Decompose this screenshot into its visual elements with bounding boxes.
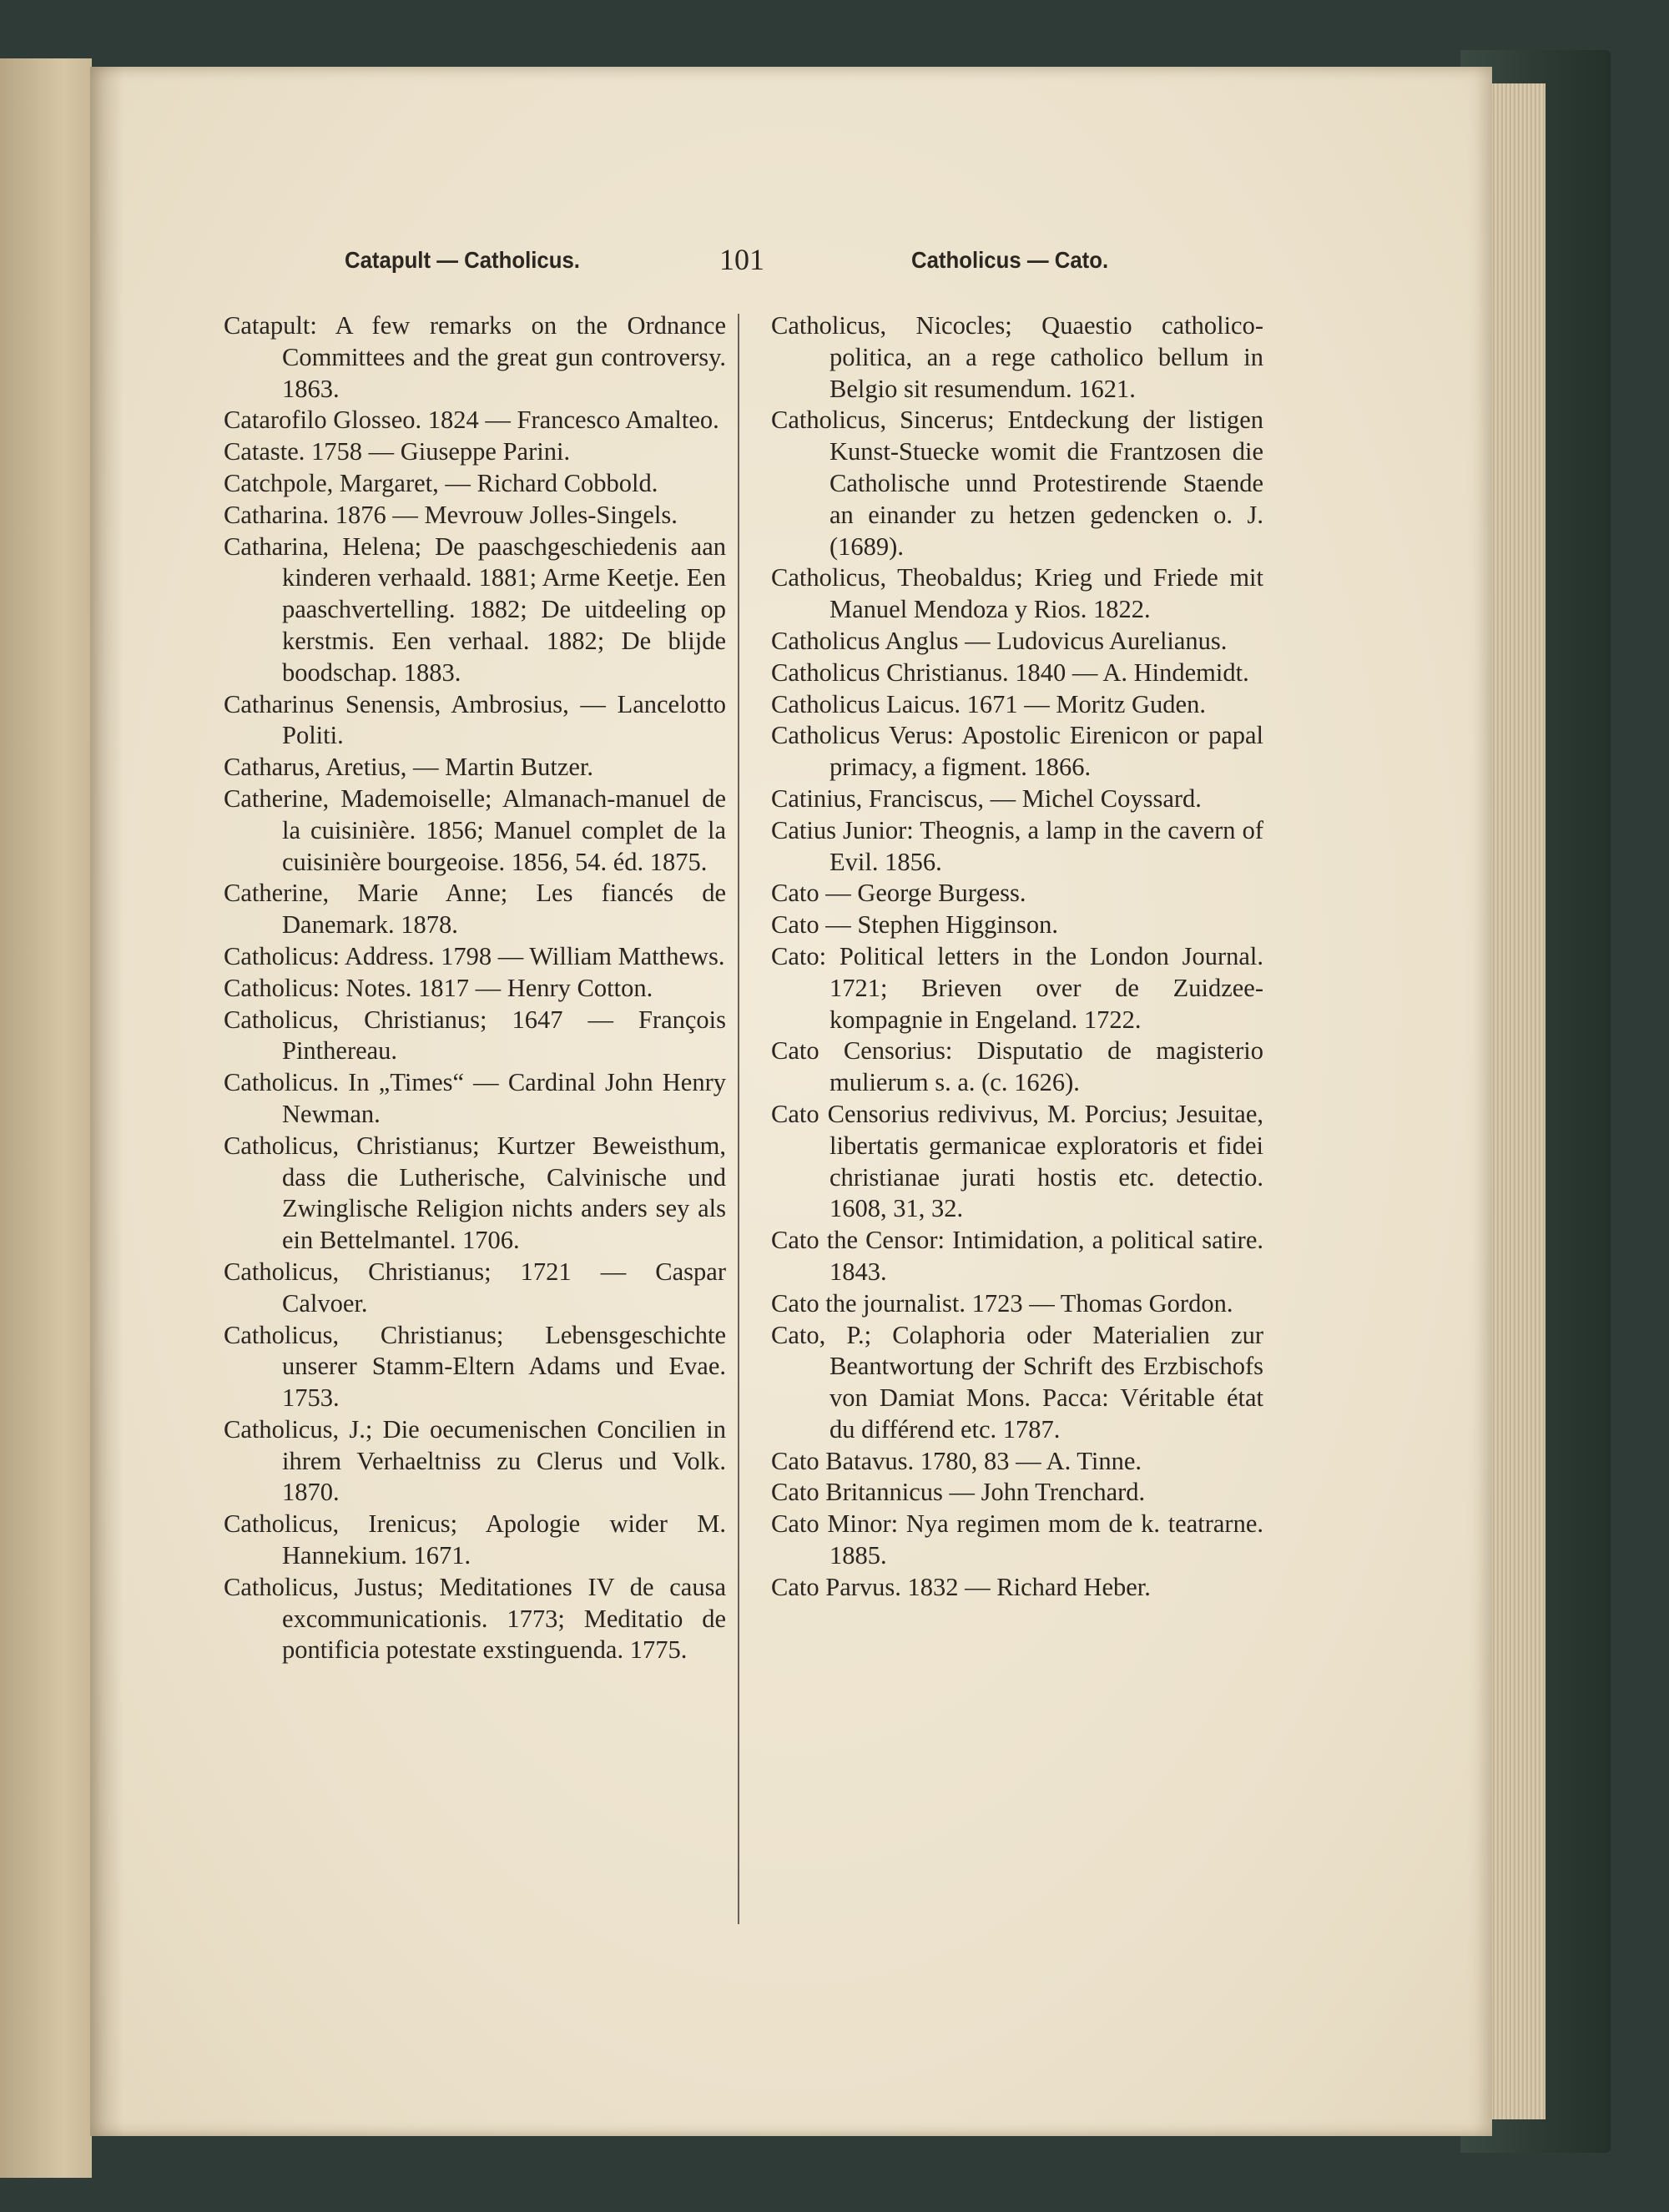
right-column bbox=[771, 310, 1263, 1604]
index-entry: Catholicus, Christianus; 1721 — Caspar Calvoer. bbox=[224, 1257, 726, 1318]
index-entry: Catinius, Franciscus, — Michel Coyssard. bbox=[771, 784, 1202, 813]
index-entry: Catholicus, Sincerus; Entdeckung der listigen Kunst-Stuecke womit die Frantzosen die Catholische unnd Protestirende Staende an einander zu hetzen gedencken o. J. (1689). bbox=[771, 406, 1263, 561]
index-entry: Catholicus. In „Times“ — Cardinal John Henry Newman. bbox=[224, 1068, 726, 1128]
index-entry: Cato, P.; Colaphoria oder Materialien zur Beantwortung der Schrift des Erzbischofs von Damiat Mons. Pacca: Véritable état du différend etc. 1787. bbox=[771, 1320, 1263, 1444]
index-entry: Catherine, Mademoiselle; Almanach-manuel de la cuisinière. 1856; Manuel complet de la cuisinière bourgeoise. 1856, 54. éd. 1875. bbox=[224, 784, 726, 876]
index-entry: Catholicus, Justus; Meditationes IV de causa excommunicationis. 1773; Meditatio de pontificia potestate exstinguenda. 1775. bbox=[224, 1572, 726, 1665]
index-entry: Catholicus, Christianus; Kurtzer Beweisthum, dass die Lutherische, Calvinische und Zwinglische Religion nichts anders sey als ein Bettelmantel. 1706. bbox=[224, 1131, 726, 1255]
index-entry: Catarofilo Glosseo. 1824 — Francesco Amalteo. bbox=[224, 406, 719, 435]
column-divider bbox=[738, 314, 739, 1924]
index-entry: Catharus, Aretius, — Martin Butzer. bbox=[224, 753, 594, 782]
running-header bbox=[0, 243, 1669, 289]
index-entry: Catholicus Laicus. 1671 — Moritz Guden. bbox=[771, 689, 1206, 718]
index-entry: Catholicus Verus: Apostolic Eirenicon or papal primacy, a figment. 1866. bbox=[771, 721, 1263, 782]
previous-page-edge bbox=[0, 58, 92, 2178]
index-entry: Cato Censorius: Disputatio de magisterio mulierum s. a. (c. 1626). bbox=[771, 1036, 1263, 1097]
index-entry: Cato the Censor: Intimidation, a political satire. 1843. bbox=[771, 1226, 1263, 1286]
index-entry: Catholicus, Theobaldus; Krieg und Friede mit Manuel Mendoza y Rios. 1822. bbox=[771, 563, 1263, 624]
index-entry: Catholicus, Irenicus; Apologie wider M. Hannekium. 1671. bbox=[224, 1509, 726, 1570]
page-number: 101 bbox=[719, 243, 764, 276]
index-entry: Cato Batavus. 1780, 83 — A. Tinne. bbox=[771, 1446, 1142, 1475]
index-entry: Cato: Political letters in the London Journal. 1721; Brieven over de Zuidzee-kompagnie in Engeland. 1722. bbox=[771, 941, 1263, 1034]
index-entry: Cato — George Burgess. bbox=[771, 879, 1026, 908]
index-entry: Catholicus: Address. 1798 — William Matthews. bbox=[224, 941, 725, 970]
index-entry: Cato the journalist. 1723 — Thomas Gordon. bbox=[771, 1288, 1233, 1318]
page-stack-edges bbox=[1487, 83, 1545, 2119]
left-column bbox=[224, 310, 726, 1666]
index-entry: Catharina, Helena; De paaschgeschiedenis aan kinderen verhaald. 1881; Arme Keetje. Een paaschvertelling. 1882; De uitdeeling op kerstmis. Een verhaal. 1882; De blijde boodschap. 1883. bbox=[224, 532, 726, 687]
index-entry: Cato Minor: Nya regimen mom de k. teatrarne. 1885. bbox=[771, 1509, 1263, 1570]
index-entry: Catholicus, Nicocles; Quaestio catholico-politica, an a rege catholico bellum in Belgio sit resumendum. 1621. bbox=[771, 311, 1263, 403]
index-entry: Cato Britannicus — John Trenchard. bbox=[771, 1478, 1146, 1507]
index-entry: Catholicus, Christianus; Lebensgeschichte unserer Stamm-Eltern Adams und Evae. 1753. bbox=[224, 1320, 726, 1413]
index-entry: Catius Junior: Theognis, a lamp in the cavern of Evil. 1856. bbox=[771, 815, 1263, 876]
gutter-shadow bbox=[90, 67, 124, 2136]
index-entry: Catharinus Senensis, Ambrosius, — Lancelotto Politi. bbox=[224, 689, 726, 750]
index-entry: Catholicus Anglus — Ludovicus Aurelianus. bbox=[771, 626, 1228, 655]
index-entry: Catholicus, Christianus; 1647 — François Pinthereau. bbox=[224, 1005, 726, 1066]
index-entry: Catherine, Marie Anne; Les fiancés de Danemark. 1878. bbox=[224, 879, 726, 940]
index-entry: Cato — Stephen Higginson. bbox=[771, 910, 1058, 940]
index-entry: Catharina. 1876 — Mevrouw Jolles-Singels. bbox=[224, 500, 678, 529]
index-entry: Catapult: A few remarks on the Ordnance Committees and the great gun controversy. 1863. bbox=[224, 311, 726, 403]
index-entry: Cato Censorius redivivus, M. Porcius; Jesuitae, libertatis germanicae exploratoris et fidei christianae jurati hostis etc. detectio. 1608, 31, 32. bbox=[771, 1099, 1263, 1223]
header-left-title: Catapult — Catholicus. bbox=[345, 247, 580, 273]
index-entry: Catholicus, J.; Die oecumenischen Concilien in ihrem Verhaeltniss zu Clerus und Volk. 1870. bbox=[224, 1414, 726, 1507]
index-entry: Catholicus Christianus. 1840 — A. Hindemidt. bbox=[771, 658, 1249, 687]
index-entry: Cataste. 1758 — Giuseppe Parini. bbox=[224, 437, 571, 466]
index-entry: Catholicus: Notes. 1817 — Henry Cotton. bbox=[224, 973, 653, 1002]
header-right-title: Catholicus — Cato. bbox=[911, 247, 1109, 273]
index-entry: Cato Parvus. 1832 — Richard Heber. bbox=[771, 1572, 1151, 1601]
index-entry: Catchpole, Margaret, — Richard Cobbold. bbox=[224, 468, 658, 497]
